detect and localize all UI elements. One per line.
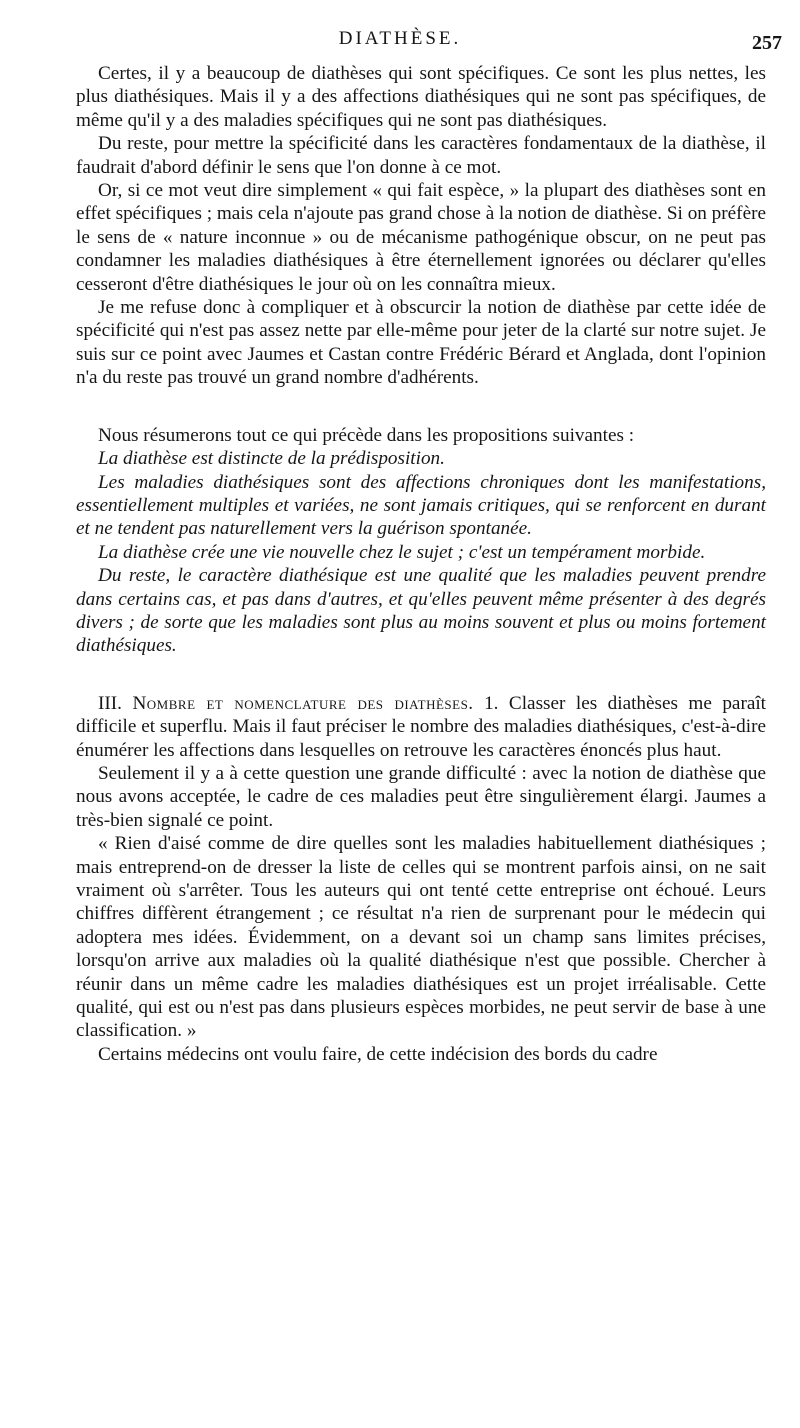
paragraph: Or, si ce mot veut dire simplement « qui fait espèce, » la plupart des diathèses sont en effet spécifiques ; mais cela n'ajoute pas grand chose à la notion de diathèse. Si on préfère le sens de « nature inconnue » ou de mécanisme pathogénique obscur, on ne peut pas condamner les maladies diathésiques à être éternellement ignorées ou déclarer qu'elles cesseront d'être diathésiques le jour où on les connaîtra mieux. [76, 180, 766, 295]
proposition: La diathèse crée une vie nouvelle chez le sujet ; c'est un tempérament morbide. [98, 541, 706, 563]
section-heading: Nombre et nomenclature des diathèses. [132, 692, 474, 714]
section-number: III. [98, 692, 122, 714]
paragraph: Seulement il y a à cette question une grande difficulté : avec la notion de diathèse que nous avons acceptée, le cadre de ces maladies peut être singulièrement élargi. Jaumes a très-bien signalé ce point. [76, 762, 766, 831]
page-header [0, 28, 800, 54]
proposition: Du reste, le caractère diathésique est une qualité que les maladies peuvent prendre dans certains cas, et pas dans d'autres, et qu'elles peuvent même présenter à des degrés divers ; de sorte que les maladies sont plus au moins souvent et plus ou moins fortement diathésiques. [76, 565, 766, 657]
paragraph: Du reste, pour mettre la spécificité dans les caractères fondamentaux de la diathèse, il faudrait d'abord définir le sens que l'on donne à ce mot. [76, 133, 766, 178]
body-text [76, 62, 766, 1066]
running-title: DIATHÈSE. [338, 28, 462, 49]
summary-intro: Nous résumerons tout ce qui précède dans les propositions suivantes : [98, 424, 635, 446]
section-paragraph [76, 692, 766, 762]
paragraph: Certes, il y a beaucoup de diathèses qui sont spécifiques. Ce sont les plus nettes, les plus diathésiques. Mais il y a des affections diathésiques qui ne sont pas spécifiques, de même qu'il y a des maladies spécifiques qui ne sont pas diathésiques. [76, 63, 766, 131]
quotation: « Rien d'aisé comme de dire quelles sont les maladies habituellement diathésiques ; mais entreprend-on de dresser la liste de celles qui se montrent parfois ainsi, on ne sait vraiment où s'arrêter. Tous les auteurs qui ont tenté cette entreprise ont échoué. Leurs chiffres diffèrent étrangement ; ce résultat n'a rien de surprenant pour le médecin qui adoptera mes idées. Évidemment, on a devant soi un champ sans limites précises, lorsqu'on arrive aux maladies où la qualité diathésique n'est que possible. Chercher à réunir dans un même cadre les maladies diathésiques est un projet irréalisable. Cette qualité, qui est ou n'est pas dans plusieurs espèces morbides, ne peut servir de base à une classification. » [76, 833, 766, 1042]
paragraph: Certains médecins ont voulu faire, de cette indécision des bords du cadre [98, 1043, 658, 1065]
paragraph: Je me refuse donc à compliquer et à obscurcir la notion de diathèse par cette idée de spécificité qui n'est pas assez nette par elle-même pour jeter de la clarté sur notre sujet. Je suis sur ce point avec Jaumes et Castan contre Frédéric Bérard et Anglada, dont l'opinion n'a du reste pas trouvé un grand nombre d'adhérents. [76, 297, 766, 389]
proposition: La diathèse est distincte de la prédisposition. [98, 448, 445, 470]
proposition: Les maladies diathésiques sont des affections chroniques dont les manifestations, essentiellement multiples et variées, ne sont jamais critiques, qui se renforcent en durant et ne tendent pas naturellement vers la guérison spontanée. [76, 471, 766, 540]
page-number: 257 [752, 32, 782, 54]
section-text: 1. Classer les diathèses me paraît difficile et superflu. Mais il faut préciser le nombre des maladies diathésiques, c'est-à-dire énumérer les affections dans lesquelles on retrouve les caractères énoncés plus haut. [76, 692, 767, 761]
